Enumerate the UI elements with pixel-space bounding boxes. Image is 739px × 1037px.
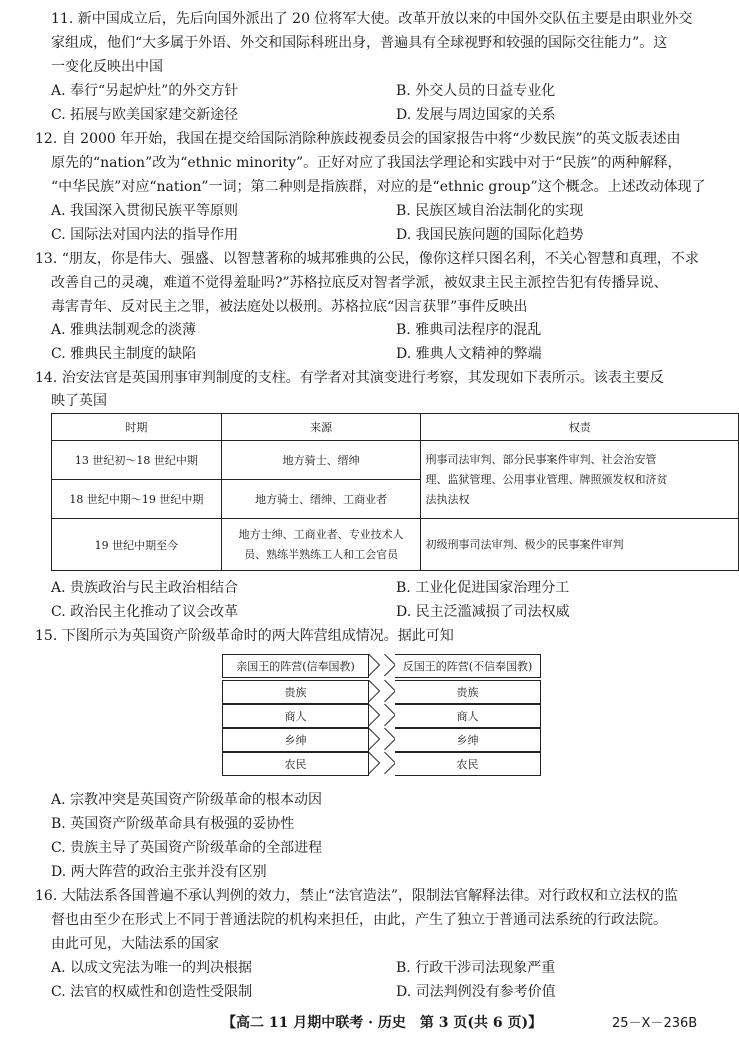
table-header-source: 来源 (221, 414, 421, 441)
right-camp-item: 乡绅 (395, 728, 541, 752)
q14-option-c: C. 政治民主化推动了议会改革 (51, 604, 239, 620)
table-cell-duty: 初级刑事司法审判、极少的民事案件审判 (421, 519, 739, 571)
q11-option-c: C. 拓展与欧美国家建交新途径 (51, 107, 239, 123)
q15-option-d: D. 两大阵营的政治主张并没有区别 (51, 864, 267, 880)
arrow-right-icon (368, 752, 382, 774)
page-footer: 【高二 11 月期中联考 · 历史 第 3 页(共 6 页)】 (222, 1015, 543, 1031)
q11-stem-line-3: 一变化反映出中国 (51, 59, 163, 75)
q12-option-d: D. 我国民族问题的国际化趋势 (396, 227, 584, 243)
q12-option-c: C. 国际法对国内法的指导作用 (51, 227, 239, 243)
arrow-right-icon (368, 680, 382, 702)
table-cell-source (221, 519, 421, 571)
left-camp-item: 贵族 (222, 680, 369, 704)
q15-stem: 15. 下图所示为英国资产阶级革命时的两大阵营组成情况。据此可知 (35, 628, 454, 644)
arrow-right-icon (368, 704, 382, 726)
q16-stem-line-2: 督也由至少在形式上不同于普通法院的机构来担任，由此，产生了独立于普通司法系统的行政法院。 (51, 912, 667, 928)
left-camp-item: 商人 (222, 704, 369, 728)
q14-stem-line-2: 映了英国 (51, 393, 107, 409)
q15-option-c: C. 贵族主导了英国资产阶级革命的全部进程 (51, 840, 323, 856)
right-camp-item: 商人 (395, 704, 541, 728)
q16-option-d: D. 司法判例没有参考价值 (396, 984, 556, 1000)
q13-option-b: B. 雅典司法程序的混乱 (396, 322, 542, 338)
table-header-duty: 权责 (421, 414, 739, 441)
duty-line: 法执法权 (425, 492, 470, 506)
q11-stem-line-2: 家组成，他们“大多属于外语、外交和国际科班出身，普遍具有全球视野和较强的国际交往能力”。这 (51, 35, 668, 51)
q16-stem-line-3: 由此可见，大陆法系的国家 (51, 936, 219, 952)
table-cell-period: 18 世纪中期～19 世纪中期 (52, 480, 222, 519)
table-row (52, 519, 739, 571)
q13-stem-line-2: 改善自己的灵魂，难道不觉得羞耻吗?”苏格拉底反对智者学派，被奴隶主民主派控告犯有传播异说、 (51, 275, 668, 291)
table-cell-source: 地方骑士、缙绅、工商业者 (221, 480, 421, 519)
q16-option-b: B. 行政干涉司法现象严重 (396, 960, 556, 976)
duty-line: 刑事司法审判、部分民事案件审判、社会治安管 (425, 452, 657, 466)
q16-option-c: C. 法官的权威性和创造性受限制 (51, 984, 253, 1000)
table-cell-period: 13 世纪初～18 世纪中期 (52, 441, 222, 480)
table-cell-source: 地方骑士、缙绅 (221, 441, 421, 480)
q13-option-c: C. 雅典民主制度的缺陷 (51, 346, 197, 362)
arrow-notch-icon (382, 704, 396, 726)
q11-option-d: D. 发展与周边国家的关系 (396, 107, 556, 123)
q13-stem-line-3: 毒害青年、反对民主之罪，被法庭处以极刑。苏格拉底“因言获罪”事件反映出 (51, 299, 528, 315)
table-header-period: 时期 (52, 414, 222, 441)
arrow-right-icon (368, 654, 382, 676)
q14-option-b: B. 工业化促进国家治理分工 (396, 580, 570, 596)
arrow-notch-icon (382, 680, 396, 702)
arrow-notch-icon (382, 752, 396, 774)
left-camp-title: 亲国王的阵营(信奉国教) (222, 654, 369, 678)
table-header-row (52, 414, 739, 441)
left-camp-item: 乡绅 (222, 728, 369, 752)
q13-stem-line-1: 13. “朋友，你是伟大、强盛、以智慧著称的城邦雅典的公民，像你这样只图名利，不关心智慧和真理，不求 (35, 251, 699, 267)
q14-table (51, 413, 739, 571)
q13-option-d: D. 雅典人文精神的弊端 (396, 346, 542, 362)
q12-stem-line-3: “中华民族”对应“nation”一词；第二种则是指族群，对应的是“ethnic group”这个概念。上述改动体现了 (51, 179, 706, 195)
q14-stem-line-1: 14. 治安法官是英国刑事审判制度的支柱。有学者对其演变进行考察，其发现如下表所示。该表主要反 (35, 370, 664, 386)
q12-option-b: B. 民族区域自治法制化的实现 (396, 203, 584, 219)
q13-option-a: A. 雅典法制观念的淡薄 (51, 322, 197, 338)
q11-option-a: A. 奉行“另起炉灶”的外交方针 (51, 83, 239, 99)
q14-option-d: D. 民主泛滥减损了司法权威 (396, 604, 570, 620)
exam-code: 25－X－236B (612, 1016, 698, 1031)
table-row (52, 441, 739, 480)
q16-stem-line-1: 16. 大陆法系各国普遍不承认判例的效力，禁止“法官造法”，限制法官解释法律。对行政权和立法权的监 (35, 888, 679, 904)
duty-line: 理、监狱管理、公用事业管理、牌照颁发权和济贫 (425, 472, 668, 486)
q14-option-a: A. 贵族政治与民主政治相结合 (51, 580, 239, 596)
q15-camp-diagram (222, 654, 542, 778)
source-line: 地方士绅、工商业者、专业技术人 (238, 527, 404, 541)
q12-stem-line-1: 12. 自 2000 年开始，我国在提交给国际消除种族歧视委员会的国家报告中将“少数民族”的英文版表述由 (35, 131, 681, 147)
q12-option-a: A. 我国深入贯彻民族平等原则 (51, 203, 239, 219)
left-camp-item: 农民 (222, 752, 369, 776)
arrow-notch-icon (382, 654, 396, 676)
source-line: 员、熟练半熟练工人和工会官员 (244, 547, 399, 561)
q11-option-b: B. 外交人员的日益专业化 (396, 83, 556, 99)
right-camp-title: 反国王的阵营(不信奉国教) (395, 654, 541, 678)
arrow-right-icon (368, 728, 382, 750)
right-camp-item: 农民 (395, 752, 541, 776)
right-camp-item: 贵族 (395, 680, 541, 704)
q15-option-b: B. 英国资产阶级革命具有极强的妥协性 (51, 816, 295, 832)
arrow-notch-icon (382, 728, 396, 750)
q11-stem-line-1: 11. 新中国成立后，先后向国外派出了 20 位将军大使。改革开放以来的中国外交队伍主要是由职业外交 (51, 11, 693, 27)
q16-option-a: A. 以成文宪法为唯一的判决根据 (51, 960, 253, 976)
q12-stem-line-2: 原先的“nation”改为“ethnic minority”。正好对应了我国法学理论和实践中对于“民族”的两种解释， (51, 155, 682, 171)
table-cell-duty-shared (421, 441, 739, 519)
table-cell-period: 19 世纪中期至今 (52, 519, 222, 571)
q15-option-a: A. 宗教冲突是英国资产阶级革命的根本动因 (51, 792, 323, 808)
